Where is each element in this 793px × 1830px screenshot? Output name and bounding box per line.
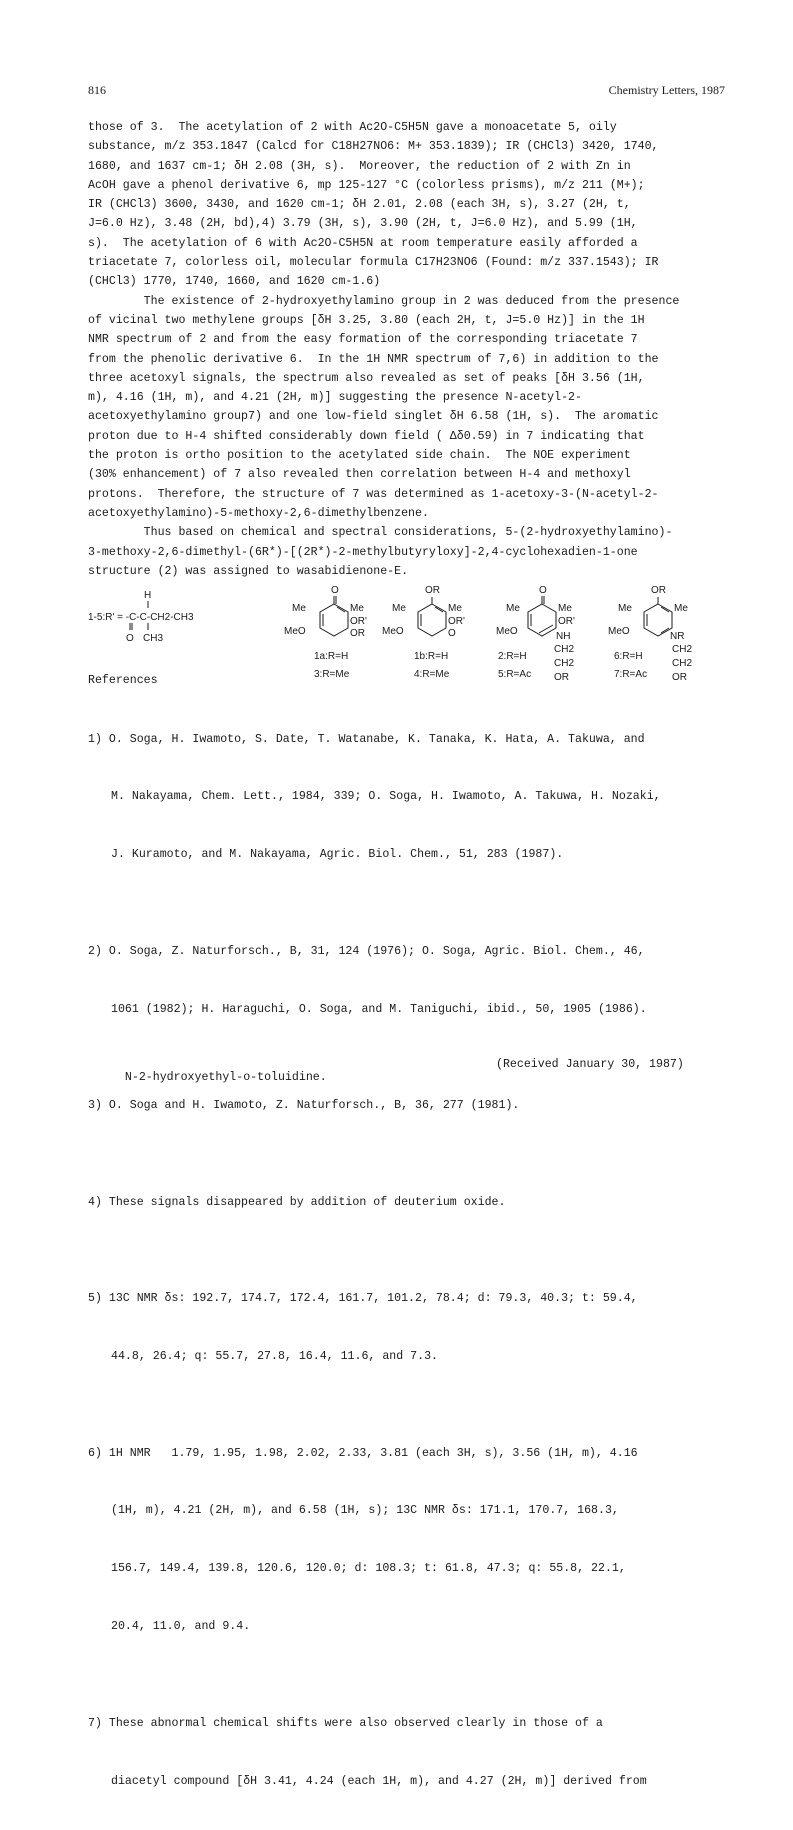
side-chain-label: 1-5:R' = -C-C-CH2-CH3	[88, 612, 194, 623]
s4-caption-2: 7:R=Ac	[614, 669, 648, 680]
body-line: 3-methoxy-2,6-dimethyl-(6R*)-[(2R*)-2-methylbutyryloxy]-2,4-cyclohexadien-1-one	[88, 545, 638, 559]
body-line: the proton is ortho position to the acetylated side chain. The NOE experiment	[88, 449, 631, 463]
s4-caption-1: 6:R=H	[614, 651, 643, 662]
body-line: proton due to H-4 shifted considerably down field ( Δδ0.59) in 7 indicating that	[88, 429, 645, 443]
s4-ch2b: CH2	[672, 658, 693, 669]
s2-me-right: Me	[448, 603, 462, 614]
s3-me-left: Me	[506, 603, 520, 614]
structure-1a-3	[284, 585, 367, 680]
side-chain-definition	[88, 590, 194, 644]
body-line: (CHCl3) 1770, 1740, 1660, and 1620 cm-1.6)	[88, 275, 381, 289]
references-list	[88, 691, 728, 1830]
s2-o: O	[448, 628, 456, 639]
body-text	[88, 118, 728, 581]
reference-item	[88, 1251, 728, 1405]
reference-item	[88, 1675, 728, 1829]
s4-meo: MeO	[608, 626, 630, 637]
received-date: (Received January 30, 1987)	[496, 1058, 684, 1071]
reference-line: 7) These abnormal chemical shifts were also observed clearly in those of a	[88, 1716, 603, 1730]
s1-me-right: Me	[350, 603, 364, 614]
body-line: from the phenolic derivative 6. In the 1H NMR spectrum of 7,6) in addition to the	[88, 352, 659, 366]
reference-line: 1) O. Soga, H. Iwamoto, S. Date, T. Watanabe, K. Tanaka, K. Hata, A. Takuwa, and	[88, 732, 645, 746]
structure-scheme	[88, 584, 728, 694]
body-line: m), 4.16 (1H, m), and 4.21 (2H, m)] suggesting the presence N-acetyl-2-	[88, 391, 582, 405]
body-line: triacetate 7, colorless oil, molecular formula C17H23NO6 (Found: m/z 337.1543); IR	[88, 256, 659, 270]
body-line: protons. Therefore, the structure of 7 was determined as 1-acetoxy-3-(N-acetyl-2-	[88, 487, 659, 501]
s1-caption-1: 1a:R=H	[314, 651, 349, 662]
s3-nh: NH	[556, 631, 571, 642]
body-line: 1680, and 1637 cm-1; δH 2.08 (3H, s). Moreover, the reduction of 2 with Zn in	[88, 159, 631, 173]
structure-2-5	[496, 585, 575, 683]
reference-line: 5) 13C NMR δs: 192.7, 174.7, 172.4, 161.7, 101.2, 78.4; d: 79.3, 40.3; t: 59.4,	[88, 1292, 638, 1306]
body-line: substance, m/z 353.1847 (Calcd for C18H27NO6: M+ 353.1839); IR (CHCl3) 3420, 1740,	[88, 140, 659, 154]
reference-line: 2) O. Soga, Z. Naturforsch., B, 31, 124 (1976); O. Soga, Agric. Biol. Chem., 46,	[88, 944, 645, 958]
reference-line: (1H, m), 4.21 (2H, m), and 6.58 (1H, s); 13C NMR δs: 171.1, 170.7, 168.3,	[111, 1504, 619, 1518]
s3-or-prime: OR'	[558, 616, 575, 627]
s3-me-right: Me	[558, 603, 572, 614]
body-line: Thus based on chemical and spectral considerations, 5-(2-hydroxyethylamino)-	[88, 526, 673, 540]
reference-line: 156.7, 149.4, 139.8, 120.6, 120.0; d: 108.3; t: 61.8, 47.3; q: 55.8, 22.1,	[111, 1562, 626, 1576]
body-line: acetoxyethylamino)-5-methoxy-2,6-dimethylbenzene.	[88, 506, 429, 520]
body-line: three acetoxyl signals, the spectrum also revealed as set of peaks [δH 3.56 (1H,	[88, 371, 645, 385]
s4-top-or: OR	[651, 585, 666, 596]
reference-line: 6) 1H NMR 1.79, 1.95, 1.98, 2.02, 2.33, 3.81 (each 3H, s), 3.56 (1H, m), 4.16	[88, 1446, 638, 1460]
reference-line: J. Kuramoto, and M. Nakayama, Agric. Biol. Chem., 51, 283 (1987).	[111, 848, 564, 862]
side-chain-ch3: CH3	[143, 633, 164, 644]
reference-line: M. Nakayama, Chem. Lett., 1984, 339; O. Soga, H. Iwamoto, A. Takuwa, H. Nozaki,	[111, 790, 661, 804]
reference-item	[88, 903, 728, 1057]
body-line: those of 3. The acetylation of 2 with Ac2O-C5H5N gave a monoacetate 5, oily	[88, 121, 617, 134]
side-chain-h: H	[144, 590, 152, 601]
s3-caption-2: 5:R=Ac	[498, 669, 532, 680]
s1-me-left: Me	[292, 603, 306, 614]
s1-caption-2: 3:R=Me	[314, 669, 350, 680]
body-line: acetoxyethylamino group7) and one low-field singlet δH 6.58 (1H, s). The aromatic	[88, 410, 659, 424]
body-line: s). The acetylation of 6 with Ac2O-C5H5N at room temperature easily afforded a	[88, 236, 638, 250]
reference-line: 4) These signals disappeared by addition of deuterium oxide.	[88, 1195, 506, 1209]
body-line: J=6.0 Hz), 3.48 (2H, bd),4) 3.79 (3H, s), 3.90 (2H, t, J=6.0 Hz), and 5.99 (1H,	[88, 217, 638, 231]
s2-caption-1: 1b:R=H	[414, 651, 449, 662]
received-line	[88, 1058, 728, 1097]
s3-caption-1: 2:R=H	[498, 651, 527, 662]
s2-meo: MeO	[382, 626, 404, 637]
body-line: AcOH gave a phenol derivative 6, mp 125-127 °C (colorless prisms), m/z 211 (M+);	[88, 178, 645, 192]
s3-top-o: O	[539, 585, 547, 596]
running-head: Chemistry Letters, 1987	[608, 83, 725, 97]
body-line: The existence of 2-hydroxyethylamino group in 2 was deduced from the presence	[88, 294, 680, 308]
s4-me-left: Me	[618, 603, 632, 614]
reference-line: diacetyl compound [δH 3.41, 4.24 (each 1H, m), and 4.27 (2H, m)] derived from	[111, 1774, 647, 1788]
s3-or: OR	[554, 672, 569, 683]
s4-nr: NR	[670, 631, 685, 642]
body-line: IR (CHCl3) 3600, 3430, and 1620 cm-1; δH 2.01, 2.08 (each 3H, s), 3.27 (2H, t,	[88, 198, 631, 212]
reference-last-line: N-2-hydroxyethyl-o-toluidine.	[124, 1071, 327, 1084]
structure-1b-4	[382, 585, 465, 680]
s1-top-o: O	[331, 585, 339, 596]
body-line: (30% enhancement) of 7 also revealed then correlation between H-4 and methoxyl	[88, 468, 631, 482]
reference-line: 1061 (1982); H. Haraguchi, O. Soga, and M. Taniguchi, ibid., 50, 1905 (1986).	[111, 1002, 647, 1016]
reference-item	[88, 1405, 728, 1675]
s4-me-right: Me	[674, 603, 688, 614]
s1-meo: MeO	[284, 626, 306, 637]
s2-me-left: Me	[392, 603, 406, 614]
s2-or-prime: OR'	[448, 616, 465, 627]
body-line: of vicinal two methylene groups [δH 3.25, 3.80 (each 2H, t, J=5.0 Hz)] in the 1H	[88, 313, 645, 327]
s1-or: OR	[350, 628, 365, 639]
reference-line: 3) O. Soga and H. Iwamoto, Z. Naturforsch., B, 36, 277 (1981).	[88, 1099, 520, 1113]
s4-ch2a: CH2	[672, 644, 693, 655]
reference-item	[88, 691, 728, 903]
body-line: structure (2) was assigned to wasabidienone-E.	[88, 564, 409, 578]
reference-line: 44.8, 26.4; q: 55.7, 27.8, 16.4, 11.6, and 7.3.	[111, 1350, 438, 1364]
s2-caption-2: 4:R=Me	[414, 669, 450, 680]
s1-or-prime: OR'	[350, 616, 367, 627]
s3-ch2a: CH2	[554, 644, 575, 655]
structure-6-7	[608, 585, 692, 683]
s2-top-or: OR	[425, 585, 440, 596]
s3-ch2b: CH2	[554, 658, 575, 669]
reference-line: 20.4, 11.0, and 9.4.	[111, 1620, 251, 1634]
s4-or: OR	[672, 672, 687, 683]
body-line: NMR spectrum of 2 and from the easy formation of the corresponding triacetate 7	[88, 333, 638, 347]
s3-meo: MeO	[496, 626, 518, 637]
page-number: 816	[88, 83, 106, 97]
reference-item	[88, 1154, 728, 1250]
references-heading: References	[88, 674, 158, 687]
side-chain-o: O	[126, 633, 134, 644]
